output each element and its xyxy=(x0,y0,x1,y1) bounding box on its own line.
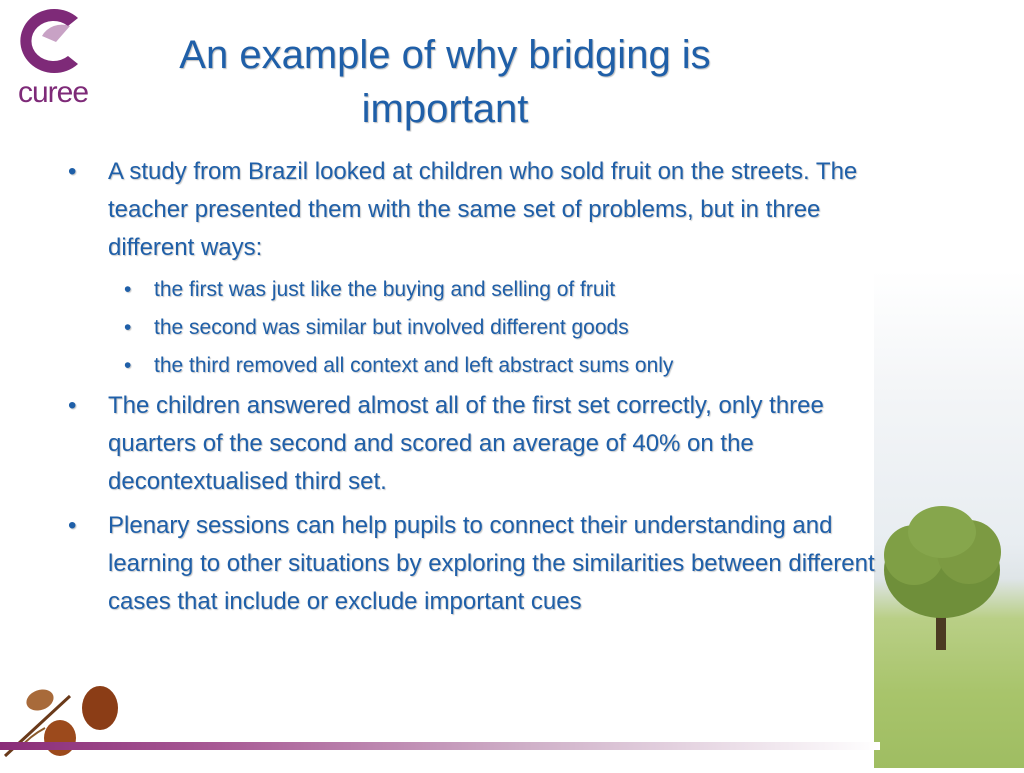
bullet-item xyxy=(68,507,878,621)
sub-bullet-item xyxy=(68,349,878,383)
bullet-list xyxy=(68,153,878,627)
bullet-text: A study from Brazil looked at children who sold fruit on the streets. The teacher presented them with the same set of problems, but in three different ways: xyxy=(108,158,858,261)
landscape-image xyxy=(874,270,1024,768)
bullet-text: Plenary sessions can help pupils to connect their understanding and learning to other situations by exploring the similarities between different cases that include or exclude important cues xyxy=(108,512,875,615)
sub-bullet-item xyxy=(68,273,878,307)
bullet-glyph: • xyxy=(68,158,77,185)
bullet-glyph: • xyxy=(68,512,77,539)
tree-illustration xyxy=(874,270,1024,768)
sub-bullet-item xyxy=(68,311,878,345)
sub-bullet-glyph: • xyxy=(124,354,132,377)
bullet-item xyxy=(68,153,878,267)
acorns-illustration xyxy=(0,676,130,768)
curee-logo xyxy=(8,6,98,109)
bullet-text: The children answered almost all of the first set correctly, only three quarters of the second and scored an average of 40% on the decontextualised third set. xyxy=(108,392,824,495)
logo-text: curee xyxy=(18,76,89,109)
page-title: An example of why bridging is important xyxy=(179,33,711,131)
sub-bullet-text: the second was similar but involved different goods xyxy=(154,316,629,339)
bullet-item xyxy=(68,387,878,501)
bullet-glyph: • xyxy=(68,392,77,419)
sub-bullet-text: the first was just like the buying and selling of fruit xyxy=(154,278,616,301)
footer-divider xyxy=(0,742,880,750)
sub-bullet-glyph: • xyxy=(124,316,132,339)
sub-bullet-glyph: • xyxy=(124,278,132,301)
logo-c-mark xyxy=(8,6,98,76)
sub-bullet-text: the third removed all context and left abstract sums only xyxy=(154,354,674,377)
